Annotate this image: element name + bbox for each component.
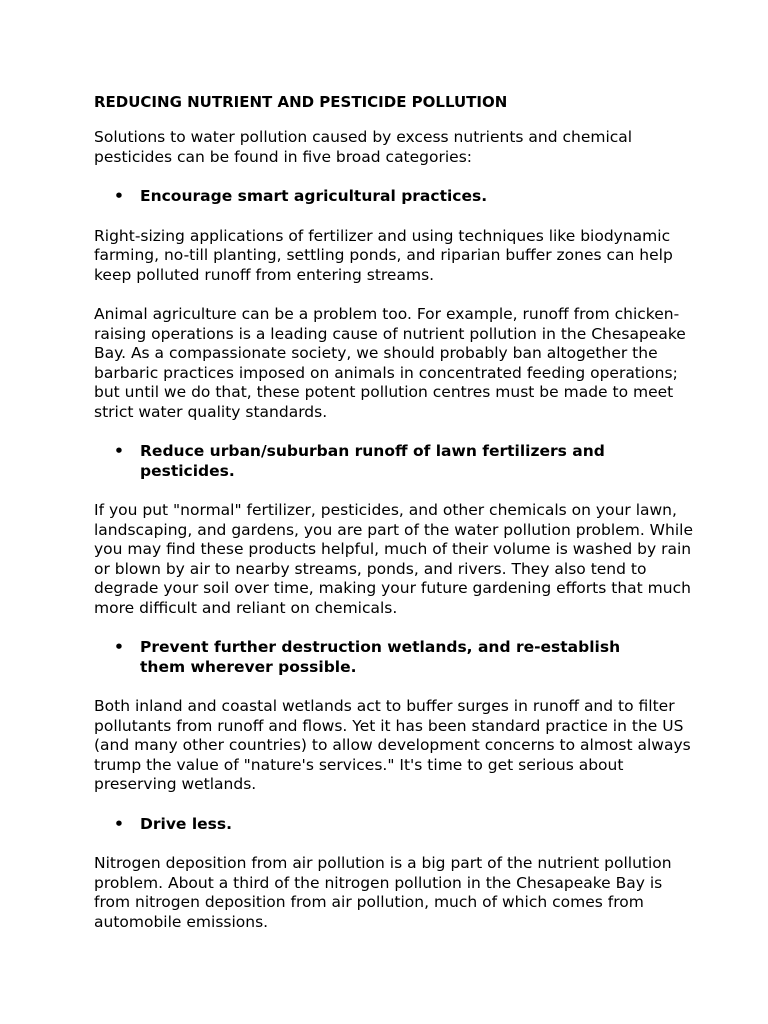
- bullet-icon: •: [114, 187, 124, 205]
- body-paragraph: Animal agriculture can be a problem too. For example, runoff from chicken-raising operations is a leading cause of nutrient pollution in the Chesapeake Bay. As a compassionate society, we should probably ban altogether the barbaric practices imposed on animals in concentrated feeding operations; but until we do that, these potent pollution centres must be made to meet strict water quality standards.: [94, 305, 686, 421]
- section-heading-text: Encourage smart agricultural practices.: [140, 187, 488, 205]
- bullet-icon: •: [114, 442, 124, 460]
- section-heading-text: Prevent further destruction wetlands, and re-establish them wherever possible.: [140, 638, 621, 676]
- body-paragraph: Nitrogen deposition from air pollution is a big part of the nutrient pollution problem. About a third of the nitrogen pollution in the Chesapeake Bay is from nitrogen deposition from air pollution, much of which comes from automobile emissions.: [94, 854, 672, 931]
- section-heading-text: Drive less.: [140, 814, 233, 833]
- body-paragraph: Both inland and coastal wetlands act to buffer surges in runoff and to filter pollutants from runoff and flows. Yet it has been standard practice in the US (and many other countries) to allow development concerns to almost always trump the value of "nature's services." It's time to get serious about preserving wetlands.: [94, 697, 691, 793]
- bullet-icon: •: [114, 814, 124, 833]
- bullet-icon: •: [114, 638, 124, 656]
- section-heading-wetlands: [94, 638, 768, 677]
- section-heading-urban-runoff: [94, 442, 768, 481]
- section-heading-drive-less: [94, 815, 768, 835]
- document-title: REDUCING NUTRIENT AND PESTICIDE POLLUTION: [94, 93, 508, 111]
- section-heading-text: Reduce urban/suburban runoff of lawn fertilizers and pesticides.: [140, 442, 605, 480]
- body-paragraph: Right-sizing applications of fertilizer and using techniques like biodynamic farming, no-till planting, settling ponds, and riparian buffer zones can help keep polluted runoff from entering streams.: [94, 226, 673, 284]
- intro-paragraph: Solutions to water pollution caused by excess nutrients and chemical pesticides can be found in five broad categories:: [94, 128, 633, 166]
- section-heading-agriculture: [94, 187, 768, 207]
- body-paragraph: If you put "normal" fertilizer, pesticides, and other chemicals on your lawn, landscaping, and gardens, you are part of the water pollution problem. While you may find these products helpful, much of their volume is washed by rain or blown by air to nearby streams, ponds, and rivers. They also tend to degrade your soil over time, making your future gardening efforts that much more difficult and reliant on chemicals.: [94, 501, 693, 617]
